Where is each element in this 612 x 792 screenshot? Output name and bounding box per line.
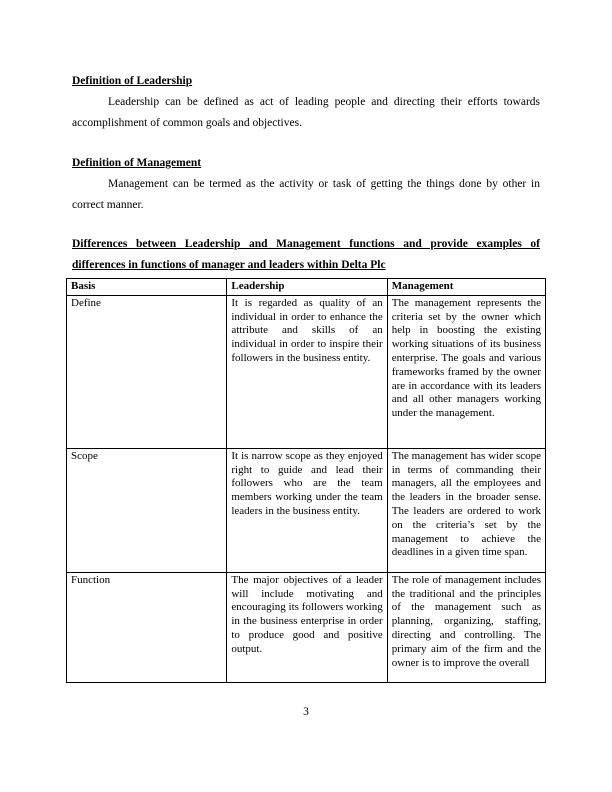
leadership-definition-heading: Definition of Leadership	[72, 75, 193, 87]
management-cell: The management represents the criteria set by the owner which help in boosting the existing working situations of its business enterprise. The goals and various frameworks framed by the owner are in accordance with its leaders and all other managers working under the management.	[387, 295, 545, 448]
basis-cell: Define	[67, 295, 227, 448]
table-row	[67, 448, 546, 572]
basis-cell: Function	[67, 572, 227, 682]
table-header-row	[67, 279, 546, 296]
basis-cell: Scope	[67, 448, 227, 572]
management-cell: The role of management includes the traditional and the principles of the management such as planning, organizing, staffing, directing and controlling. The primary aim of the firm and the owner is to improve the overall	[387, 572, 545, 682]
table-row	[67, 572, 546, 682]
header-basis: Basis	[67, 279, 227, 296]
leadership-definition-text: Leadership can be defined as act of leading people and directing their efforts towards accomplishment of common goals and objectives.	[72, 96, 540, 129]
leadership-cell: It is narrow scope as they enjoyed right to guide and lead their followers who are the team members working under the team leaders in the business entity.	[227, 448, 387, 572]
header-management: Management	[387, 279, 545, 296]
management-cell: The management has wider scope in terms of commanding their managers, all the employees and the leaders in the broader sense. The leaders are ordered to work on the criteria’s set by the management to achieve the deadlines in a given time span.	[387, 448, 545, 572]
comparison-table	[66, 278, 546, 683]
page-number: 3	[303, 706, 309, 718]
table-row	[67, 295, 546, 448]
leadership-cell: It is regarded as quality of an individual in order to enhance the attribute and skills of an individual in order to inspire their followers in the business entity.	[227, 295, 387, 448]
management-definition-text: Management can be termed as the activity or task of getting the things done by other in correct manner.	[72, 178, 540, 211]
header-leadership: Leadership	[227, 279, 387, 296]
leadership-cell: The major objectives of a leader will include motivating and encouraging its followers working in the business enterprise in order to produce good and positive output.	[227, 572, 387, 682]
management-definition-heading: Definition of Management	[72, 157, 202, 169]
differences-heading: Differences between Leadership and Management functions and provide examples of differences in functions of manager and leaders within Delta Plc	[72, 238, 540, 271]
